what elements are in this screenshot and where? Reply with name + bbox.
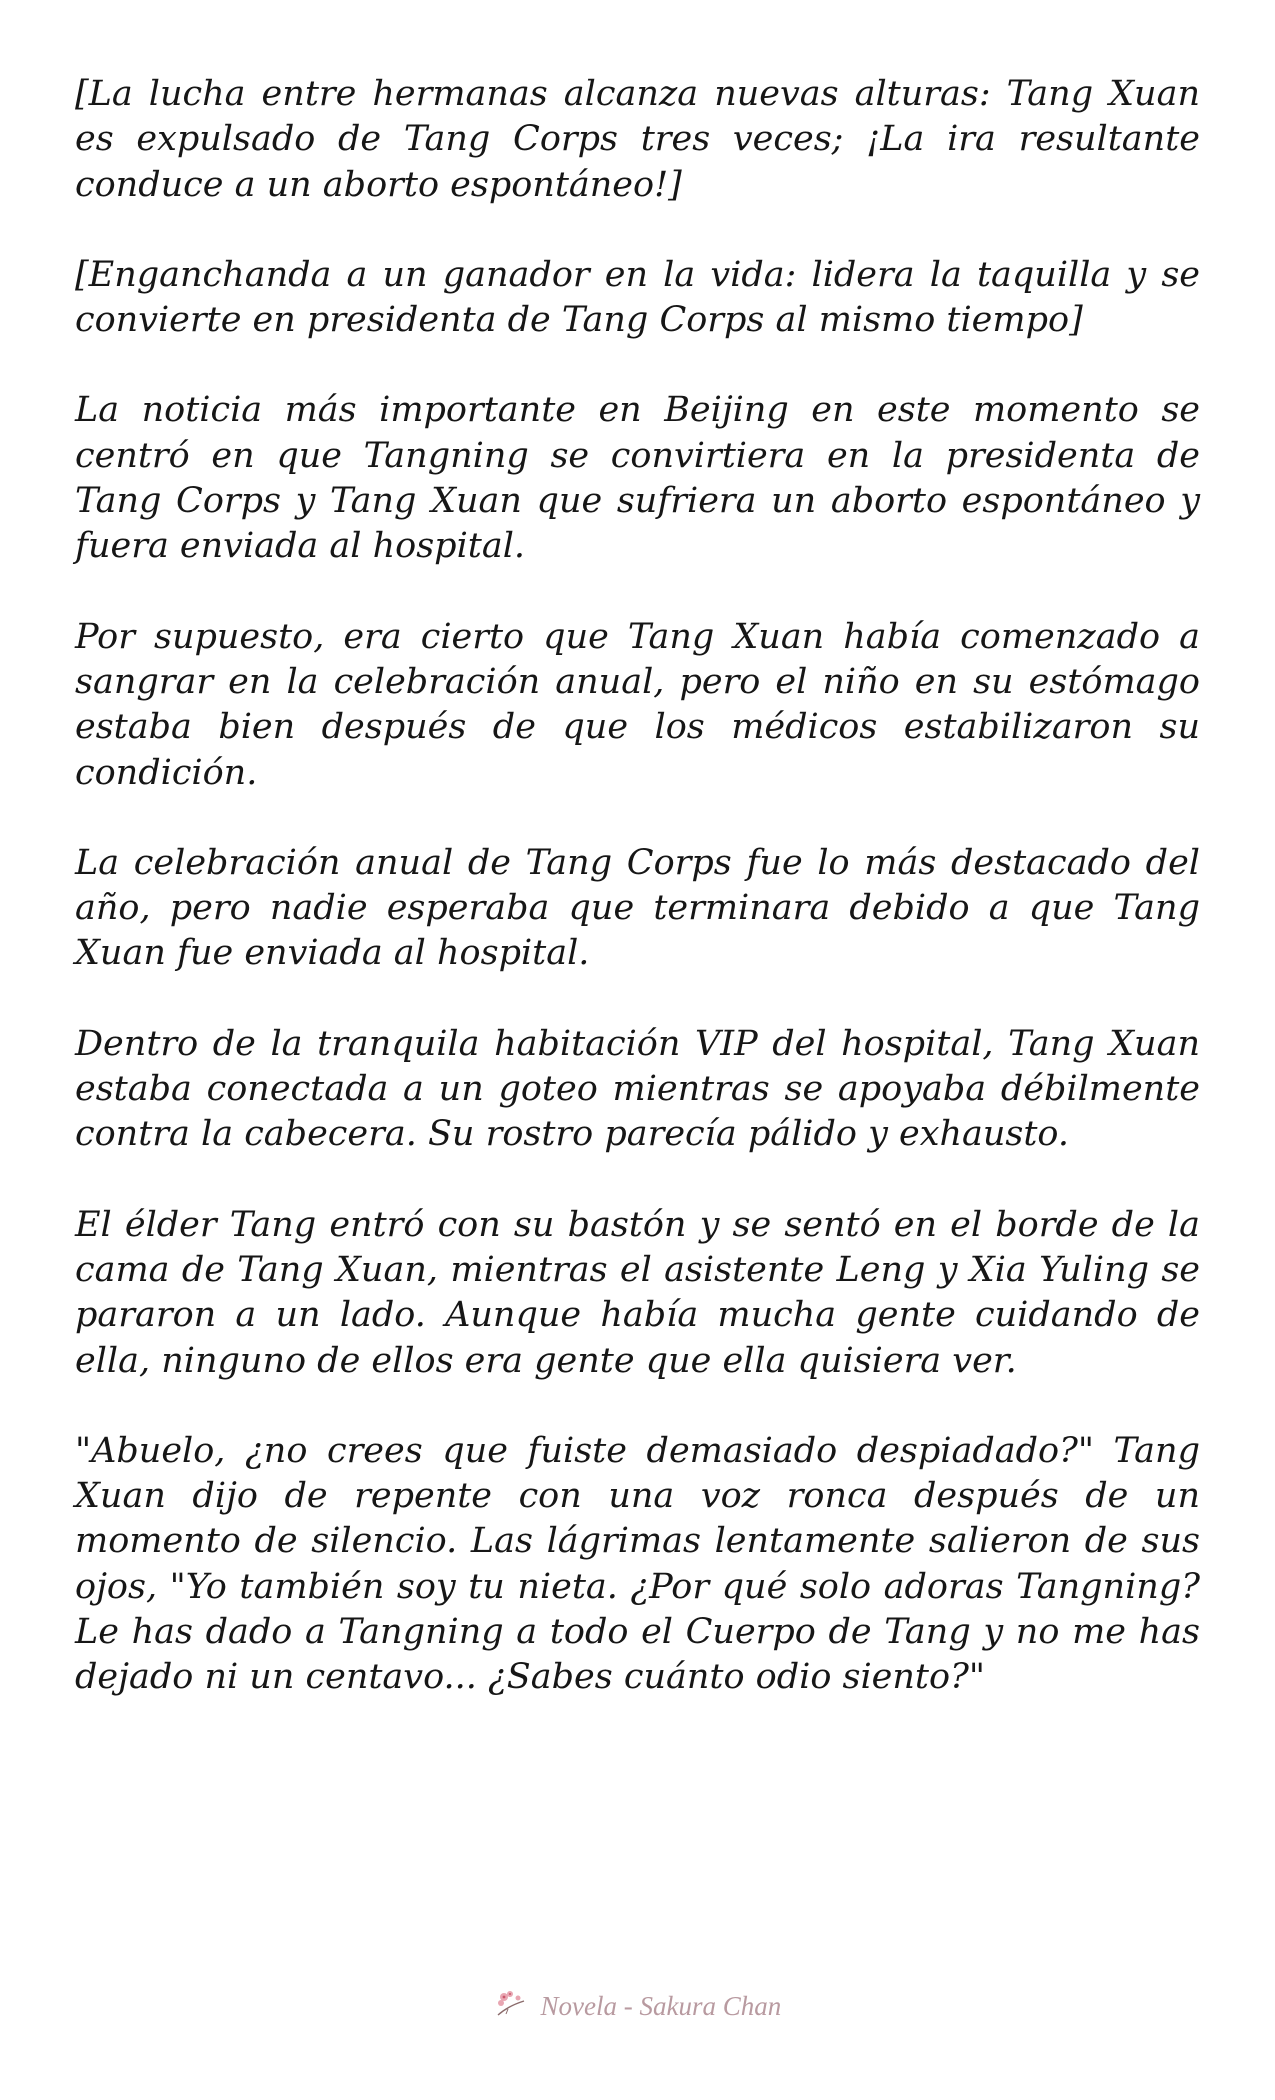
- footer-label: Novela - Sakura Chan: [540, 1991, 782, 2021]
- paragraph-5: La celebración anual de Tang Corps fue lo más destacado del año, pero nadie esperaba que terminara debido a que Tang Xuan fue enviada al hospital.: [75, 842, 1200, 974]
- cherry-blossom-icon: [494, 1988, 528, 2025]
- paragraph-6: Dentro de la tranquila habitación VIP del hospital, Tang Xuan estaba conectada a un goteo mientras se apoyaba débilmente contra la cabecera. Su rostro parecía pálido y exhausto.: [75, 1023, 1200, 1155]
- paragraph-7: El élder Tang entró con su bastón y se sentó en el borde de la cama de Tang Xuan, mientras el asistente Leng y Xia Yuling se pararon a un lado. Aunque había mucha gente cuidando de ella, ninguno de ellos era gente que ella quisiera ver.: [75, 1204, 1200, 1381]
- paragraph-8: "Abuelo, ¿no crees que fuiste demasiado despiadado?" Tang Xuan dijo de repente con una voz ronca después de un momento de silencio. Las lágrimas lentamente salieron de sus ojos, "Yo también soy tu nieta. ¿Por qué solo adoras Tangning? Le has dado a Tangning a todo el Cuerpo de Tang y no me has dejado ni un centavo... ¿Sabes cuánto odio siento?": [75, 1430, 1200, 1698]
- paragraph-3: La noticia más importante en Beijing en este momento se centró en que Tangning se convirtiera en la presidenta de Tang Corps y Tang Xuan que sufriera un aborto espontáneo y fuera enviada al hospital.: [75, 390, 1200, 567]
- chapter-text: [75, 72, 1200, 1746]
- watermark-footer: [0, 1988, 1275, 2025]
- paragraph-2: [Enganchanda a un ganador en la vida: lidera la taquilla y se convierte en presidenta de Tang Corps al mismo tiempo]: [75, 254, 1200, 341]
- paragraph-4: Por supuesto, era cierto que Tang Xuan había comenzado a sangrar en la celebración anual, pero el niño en su estómago estaba bien después de que los médicos estabilizaron su condición.: [75, 616, 1200, 793]
- paragraph-1: [La lucha entre hermanas alcanza nuevas alturas: Tang Xuan es expulsado de Tang Corps tres veces; ¡La ira resultante conduce a un aborto espontáneo!]: [75, 74, 1200, 205]
